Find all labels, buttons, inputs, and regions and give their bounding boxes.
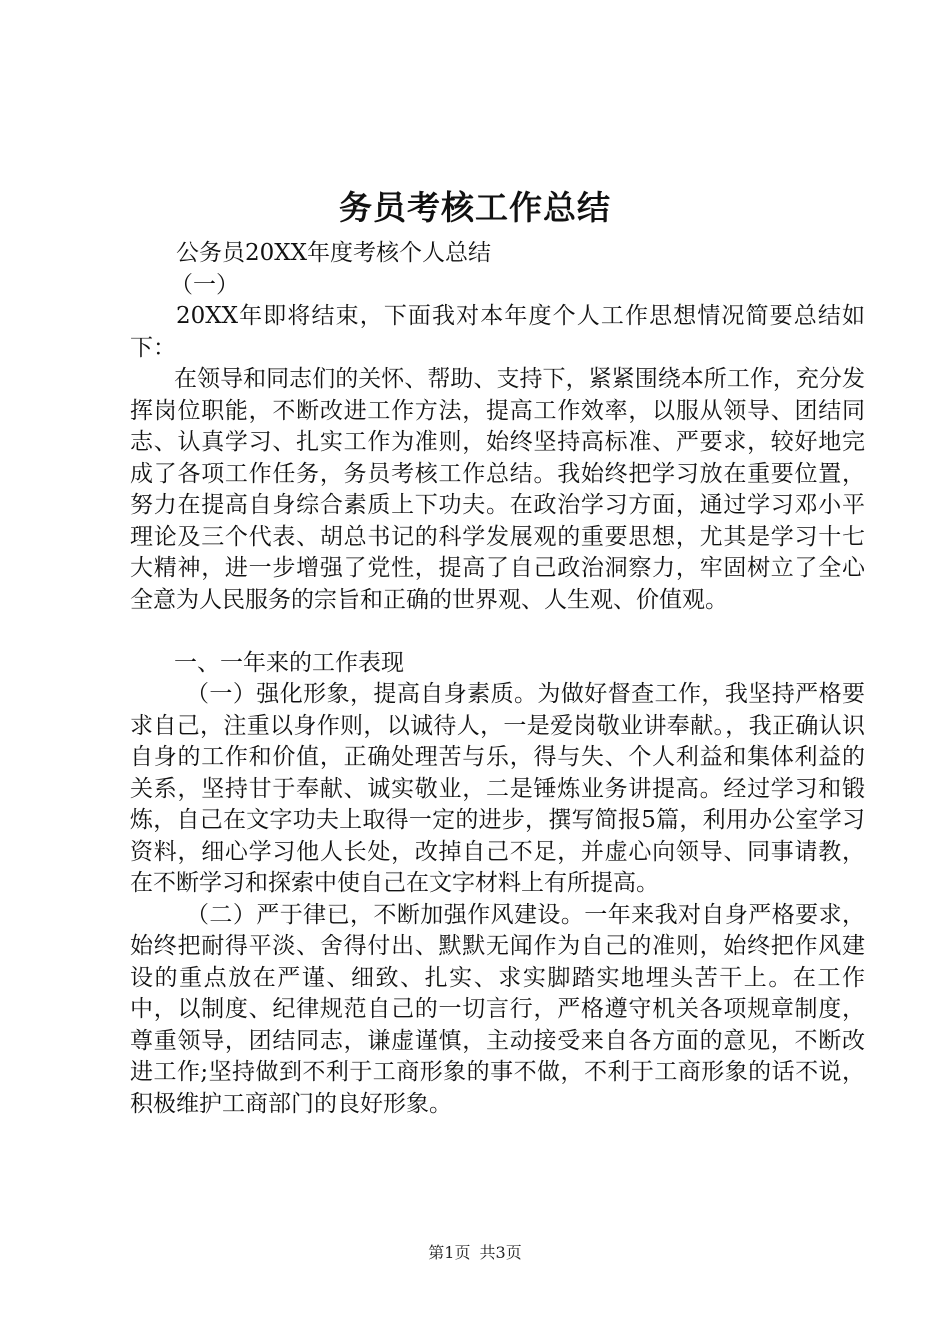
document-body [130, 238, 865, 1120]
page-number-current: 第1页 [428, 1243, 471, 1262]
page-footer [0, 1241, 950, 1265]
paragraph-3: （二）严于律已，不断加强作风建设。一年来我对自身严格要求，始终把耐得平淡、舍得付出、默默无闻作为自己的准则，始终把作风建设的重点放在严谨、细致、扎实、求实脚踏实地埋头苦干上。在工作中，以制度、纪律规范自己的一切言行，严格遵守机关各项规章制度，尊重领导，团结同志，谦虚谨慎，主动接受来自各方面的意见，不断改进工作;坚持做到不利于工商形象的事不做，不利于工商形象的话不说，积极维护工商部门的良好形象。 [130, 901, 865, 1117]
section-heading: 一、一年来的工作表现 [174, 649, 404, 676]
paragraph-spacer [130, 616, 865, 648]
part-label: （一） [170, 271, 239, 298]
paragraph-1: 在领导和同志们的关怀、帮助、支持下，紧紧围绕本所工作，充分发挥岗位职能，不断改进工作方法，提高工作效率，以服从领导、团结同志、认真学习、扎实工作为准则，始终坚持高标准、严要求，较好地完成了各项工作任务，务员考核工作总结。我始终把学习放在重要位置，努力在提高自身综合素质上下功夫。在政治学习方面，通过学习邓小平理论及三个代表、胡总书记的科学发展观的重要思想，尤其是学习十七大精神，进一步增强了党性，提高了自己政治洞察力，牢固树立了全心全意为人民服务的宗旨和正确的世界观、人生观、价值观。 [130, 366, 865, 613]
document-title: 务员考核工作总结 [339, 188, 611, 227]
document-subtitle: 公务员20XX年度考核个人总结 [176, 240, 492, 266]
paragraph-intro: 20XX年即将结束，下面我对本年度个人工作思想情况简要总结如下： [130, 303, 865, 361]
page-number-total: 共3页 [479, 1243, 522, 1262]
paragraph-2: （一）强化形象，提高自身素质。为做好督查工作，我坚持严格要求自己，注重以身作则，以诚待人，一是爱岗敬业讲奉献。，我正确认识自身的工作和价值，正确处理苦与乐，得与失、个人利益和集体利益的关系，坚持甘于奉献、诚实敬业，二是锤炼业务讲提高。经过学习和锻炼，自己在文字功夫上取得一定的进步，撰写简报5篇，利用办公室学习资料，细心学习他人长处，改掉自己不足，并虚心向领导、同事请教，在不断学习和探索中使自己在文字材料上有所提高。 [130, 681, 865, 896]
